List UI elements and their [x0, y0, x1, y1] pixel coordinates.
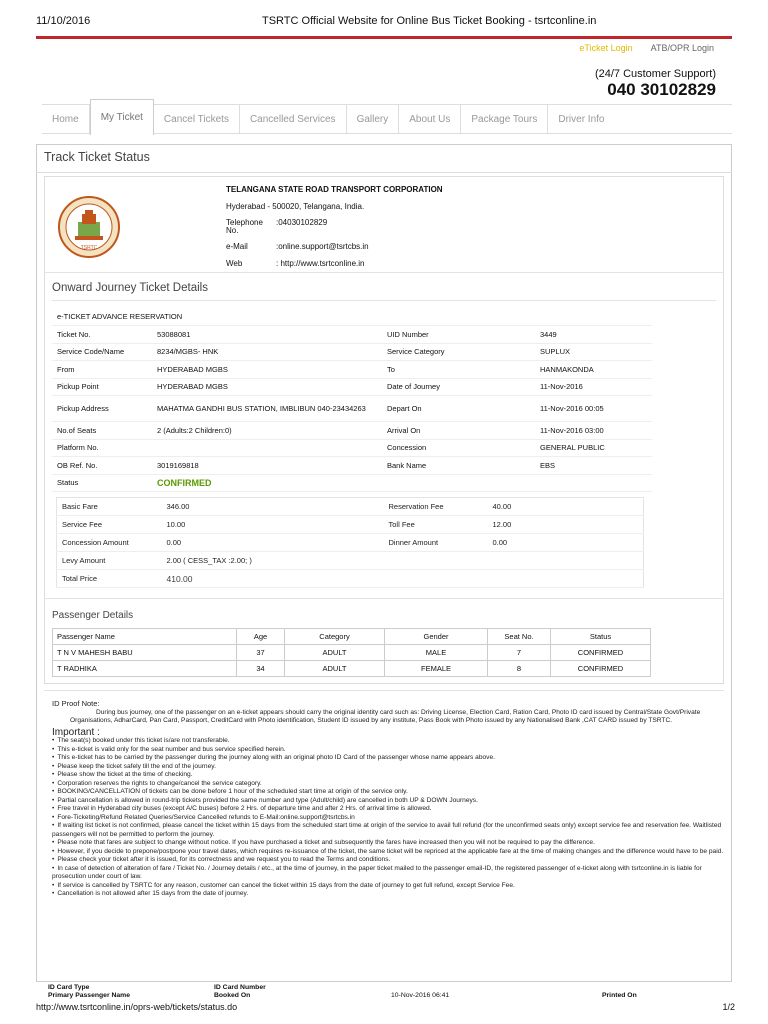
org-divider	[44, 272, 724, 273]
notes-block	[52, 700, 724, 899]
to: HANMAKONDA	[535, 361, 652, 379]
list-item: • In case of detection of alteration of fare / Ticket No. / Journey details / etc., at the time of journey, in the paper ticket mailed to the passenger email-ID, the registered passenger of e-ticket along with tsrtconline.in is liable for prosecution under court of law.	[52, 865, 724, 882]
fare-table	[56, 497, 644, 588]
levy-label: Levy Amount	[57, 552, 162, 570]
nav-package-tours[interactable]: Package Tours	[461, 105, 548, 133]
panel-title: Track Ticket Status	[44, 150, 150, 164]
service-code-label: Service Code/Name	[52, 343, 152, 361]
passenger-header-row	[53, 629, 651, 645]
list-item: • Partial cancellation is allowed in round-trip tickets provided the same number and type (Adult/child) are cancelled in both UP & DOWN Journeys.	[52, 797, 724, 806]
list-item: • Corporation reserves the rights to change/cancel the service category.	[52, 780, 724, 789]
col-passenger-name: Passenger Name	[53, 629, 237, 645]
basic-fare-label: Basic Fare	[57, 498, 162, 516]
service-fee: 10.00	[162, 516, 384, 534]
ob-ref-label: OB Ref. No.	[52, 457, 152, 475]
doj: 11-Nov-2016	[535, 378, 652, 396]
footer-block	[48, 984, 698, 999]
list-item: • Please check your ticket after it is issued, for its correctness and we request you to read the Terms and conditions.	[52, 856, 724, 865]
arrival-label: Arrival On	[382, 422, 535, 440]
org-email: :online.support@tsrtcbs.in	[276, 242, 369, 251]
id-note-text: During bus journey, one of the passenger on an e-ticket appears should carry the original identity card such as: Driving License, Election Card, Ration Card, Photo ID card issued by Central/State Govt/Private Organisations, AdharCard, Pan Card, Passport, CreditCard with Photo identification, Student ID issued by any institute, Pass Book with Photo issued by any Nationalised Bank ,CAT CARD issued by TSRTC.	[70, 708, 701, 724]
from-label: From	[52, 361, 152, 379]
table-row	[53, 661, 651, 677]
booked-on-label: Booked On	[214, 992, 251, 999]
table-row	[53, 645, 651, 661]
org-name: TELANGANA STATE ROAD TRANSPORT CORPORATION	[226, 185, 443, 194]
depart-label: Depart On	[382, 396, 535, 422]
passenger-category: ADULT	[285, 661, 385, 677]
ticket-status: CONFIRMED	[152, 474, 382, 492]
levy: 2.00 ( CESS_TAX :2.00; )	[162, 552, 384, 570]
top-links	[579, 43, 714, 53]
passenger-table	[52, 628, 651, 677]
nav-cancel-tickets[interactable]: Cancel Tickets	[154, 105, 240, 133]
id-note-title: ID Proof Note:	[52, 699, 100, 708]
passenger-seat: 8	[488, 661, 551, 677]
list-item: • This e-ticket has to be carried by the passenger during the journey along with an original photo ID Card of the passenger whose name appears above.	[52, 754, 724, 763]
passenger-category: ADULT	[285, 645, 385, 661]
dinner: 0.00	[488, 534, 644, 552]
support-text: (24/7 Customer Support)	[594, 68, 716, 80]
primary-passenger-label: Primary Passenger Name	[48, 992, 130, 999]
eticket-login-link[interactable]: eTicket Login	[579, 43, 633, 53]
service-cat: SUPLUX	[535, 343, 652, 361]
col-category: Category	[285, 629, 385, 645]
pickup-point-label: Pickup Point	[52, 378, 152, 396]
bank: EBS	[535, 457, 652, 475]
nav-my-ticket[interactable]: My Ticket	[90, 99, 154, 135]
print-title: TSRTC Official Website for Online Bus Ticket Booking - tsrtconline.in	[262, 15, 597, 27]
list-item: • Free travel in Hyderabad city buses (except A/C buses) before 2 Hrs. of departure time and after 2 Hrs. of arrival time is allowed.	[52, 805, 724, 814]
bank-label: Bank Name	[382, 457, 535, 475]
atb-login-link[interactable]: ATB/OPR Login	[650, 43, 714, 53]
passenger-age: 34	[237, 661, 285, 677]
list-item: • This e-ticket is valid only for the seat number and bus service specified herein.	[52, 746, 724, 755]
logo-text: TSRTC	[80, 245, 98, 251]
passenger-status: CONFIRMED	[551, 661, 651, 677]
pickup-address: MAHATMA GANDHI BUS STATION, IMBLIBUN 040-23434263	[152, 396, 382, 422]
depart: 11-Nov-2016 00:05	[535, 396, 652, 422]
notes-divider	[44, 690, 724, 691]
list-item: • Please note that fares are subject to change without notice. If you have purchased a ticket and subsequently the fares have increased then you will not be required to pay the difference.	[52, 839, 724, 848]
service-fee-label: Service Fee	[57, 516, 162, 534]
conc-amt-label: Concession Amount	[57, 534, 162, 552]
status-label: Status	[52, 474, 152, 492]
dinner-label: Dinner Amount	[384, 534, 488, 552]
org-address: Hyderabad - 500020, Telangana, India.	[226, 202, 365, 211]
passenger-divider	[44, 598, 724, 599]
ticket-no-label: Ticket No.	[52, 326, 152, 344]
passenger-age: 37	[237, 645, 285, 661]
toll-label: Toll Fee	[384, 516, 488, 534]
ticket-no: 53088081	[152, 326, 382, 344]
total-label: Total Price	[57, 570, 162, 588]
conc-amt: 0.00	[162, 534, 384, 552]
list-item: • Fore-Ticketing/Refund Related Queries/Service Cancelled refunds to E-Mail:online.support@tsrtcbs.in	[52, 814, 724, 823]
to-label: To	[382, 361, 535, 379]
org-tel-label: Telephone No.	[226, 218, 263, 235]
list-item: • However, if you decide to prepone/postpone your travel dates, which requires re-issuance of the ticket, the same ticket will be repriced at the applicable fare at the time of making changes and the difference would have to be paid.	[52, 848, 724, 857]
reservation-type: e-TICKET ADVANCE RESERVATION	[52, 308, 652, 326]
important-list	[52, 737, 724, 899]
col-status: Status	[551, 629, 651, 645]
org-block	[226, 186, 443, 274]
booked-on: 10-Nov-2016 06:41	[391, 992, 450, 999]
passenger-name: T RADHIKA	[53, 661, 237, 677]
nav-home[interactable]: Home	[42, 105, 90, 133]
basic-fare: 346.00	[162, 498, 384, 516]
org-web-label: Web	[226, 259, 243, 268]
list-item: • If waiting list ticket is not confirmed, please cancel the ticket within 15 days from the scheduled start time at origin of the service to avail full refund (for the unconfirmed seats only) except service fee and reservation fee. Waitlisted passengers will not be permitted to perform the journey.	[52, 822, 724, 839]
service-cat-label: Service Category	[382, 343, 535, 361]
list-item: • Please show the ticket at the time of checking.	[52, 771, 724, 780]
list-item: • BOOKING/CANCELLATION of tickets can be done before 1 hour of the scheduled start time at origin of the service only.	[52, 788, 724, 797]
col-age: Age	[237, 629, 285, 645]
passenger-status: CONFIRMED	[551, 645, 651, 661]
concession: GENERAL PUBLIC	[535, 439, 652, 457]
nav-gallery[interactable]: Gallery	[347, 105, 400, 133]
print-date: 11/10/2016	[36, 15, 91, 27]
id-type-label: ID Card Type	[48, 984, 90, 991]
from: HYDERABAD MGBS	[152, 361, 382, 379]
list-item: • Cancellation is not allowed after 15 days from the date of journey.	[52, 890, 724, 899]
journey-divider	[52, 300, 716, 301]
list-item: • The seat(s) booked under this ticket is/are not transferable.	[52, 737, 724, 746]
arrival: 11-Nov-2016 03:00	[535, 422, 652, 440]
org-web[interactable]: : http://www.tsrtconline.in	[276, 259, 365, 268]
seats-label: No.of Seats	[52, 422, 152, 440]
total-price: 410.00	[162, 570, 384, 588]
list-item: • Please keep the ticket safely till the end of the journey.	[52, 763, 724, 772]
nav-cancelled-services[interactable]: Cancelled Services	[240, 105, 347, 133]
col-seat: Seat No.	[488, 629, 551, 645]
pickup-address-label: Pickup Address	[52, 396, 152, 422]
top-red-bar	[36, 36, 732, 39]
concession-label: Concession	[382, 439, 535, 457]
printed-on-label: Printed On	[602, 992, 637, 999]
ob-ref: 3019169818	[152, 457, 382, 475]
toll: 12.00	[488, 516, 644, 534]
seats: 2 (Adults:2 Children:0)	[152, 422, 382, 440]
uid: 3449	[535, 326, 652, 344]
main-nav	[42, 104, 732, 134]
col-gender: Gender	[385, 629, 488, 645]
passenger-gender: FEMALE	[385, 661, 488, 677]
platform	[152, 439, 382, 457]
uid-label: UID Number	[382, 326, 535, 344]
org-email-label: e-Mail	[226, 242, 248, 251]
res-fee-label: Reservation Fee	[384, 498, 488, 516]
tsrtc-logo-icon	[58, 196, 120, 258]
service-code: 8234/MGBS- HNK	[152, 343, 382, 361]
page-number: 1/2	[722, 1002, 735, 1012]
passenger-name: T N V MAHESH BABU	[53, 645, 237, 661]
print-url: http://www.tsrtconline.in/oprs-web/tickets/status.do	[36, 1002, 238, 1012]
platform-label: Platform No.	[52, 439, 152, 457]
important-title: Important :	[52, 726, 100, 738]
list-item: • If service is cancelled by TSRTC for any reason, customer can cancel the ticket within 15 days from the date of journey to get full refund, except Service Fee.	[52, 882, 724, 891]
journey-title: Onward Journey Ticket Details	[52, 282, 208, 294]
ticket-details-table	[52, 308, 652, 492]
id-number-label: ID Card Number	[214, 984, 266, 991]
pickup-point: HYDERABAD MGBS	[152, 378, 382, 396]
doj-label: Date of Journey	[382, 378, 535, 396]
nav-about-us[interactable]: About Us	[399, 105, 461, 133]
passenger-gender: MALE	[385, 645, 488, 661]
nav-driver-info[interactable]: Driver Info	[558, 113, 605, 125]
support-phone: 040 30102829	[607, 80, 716, 99]
passenger-title: Passenger Details	[52, 610, 134, 621]
org-tel: :04030102829	[276, 218, 328, 227]
res-fee: 40.00	[488, 498, 644, 516]
panel-divider	[36, 172, 732, 173]
passenger-seat: 7	[488, 645, 551, 661]
